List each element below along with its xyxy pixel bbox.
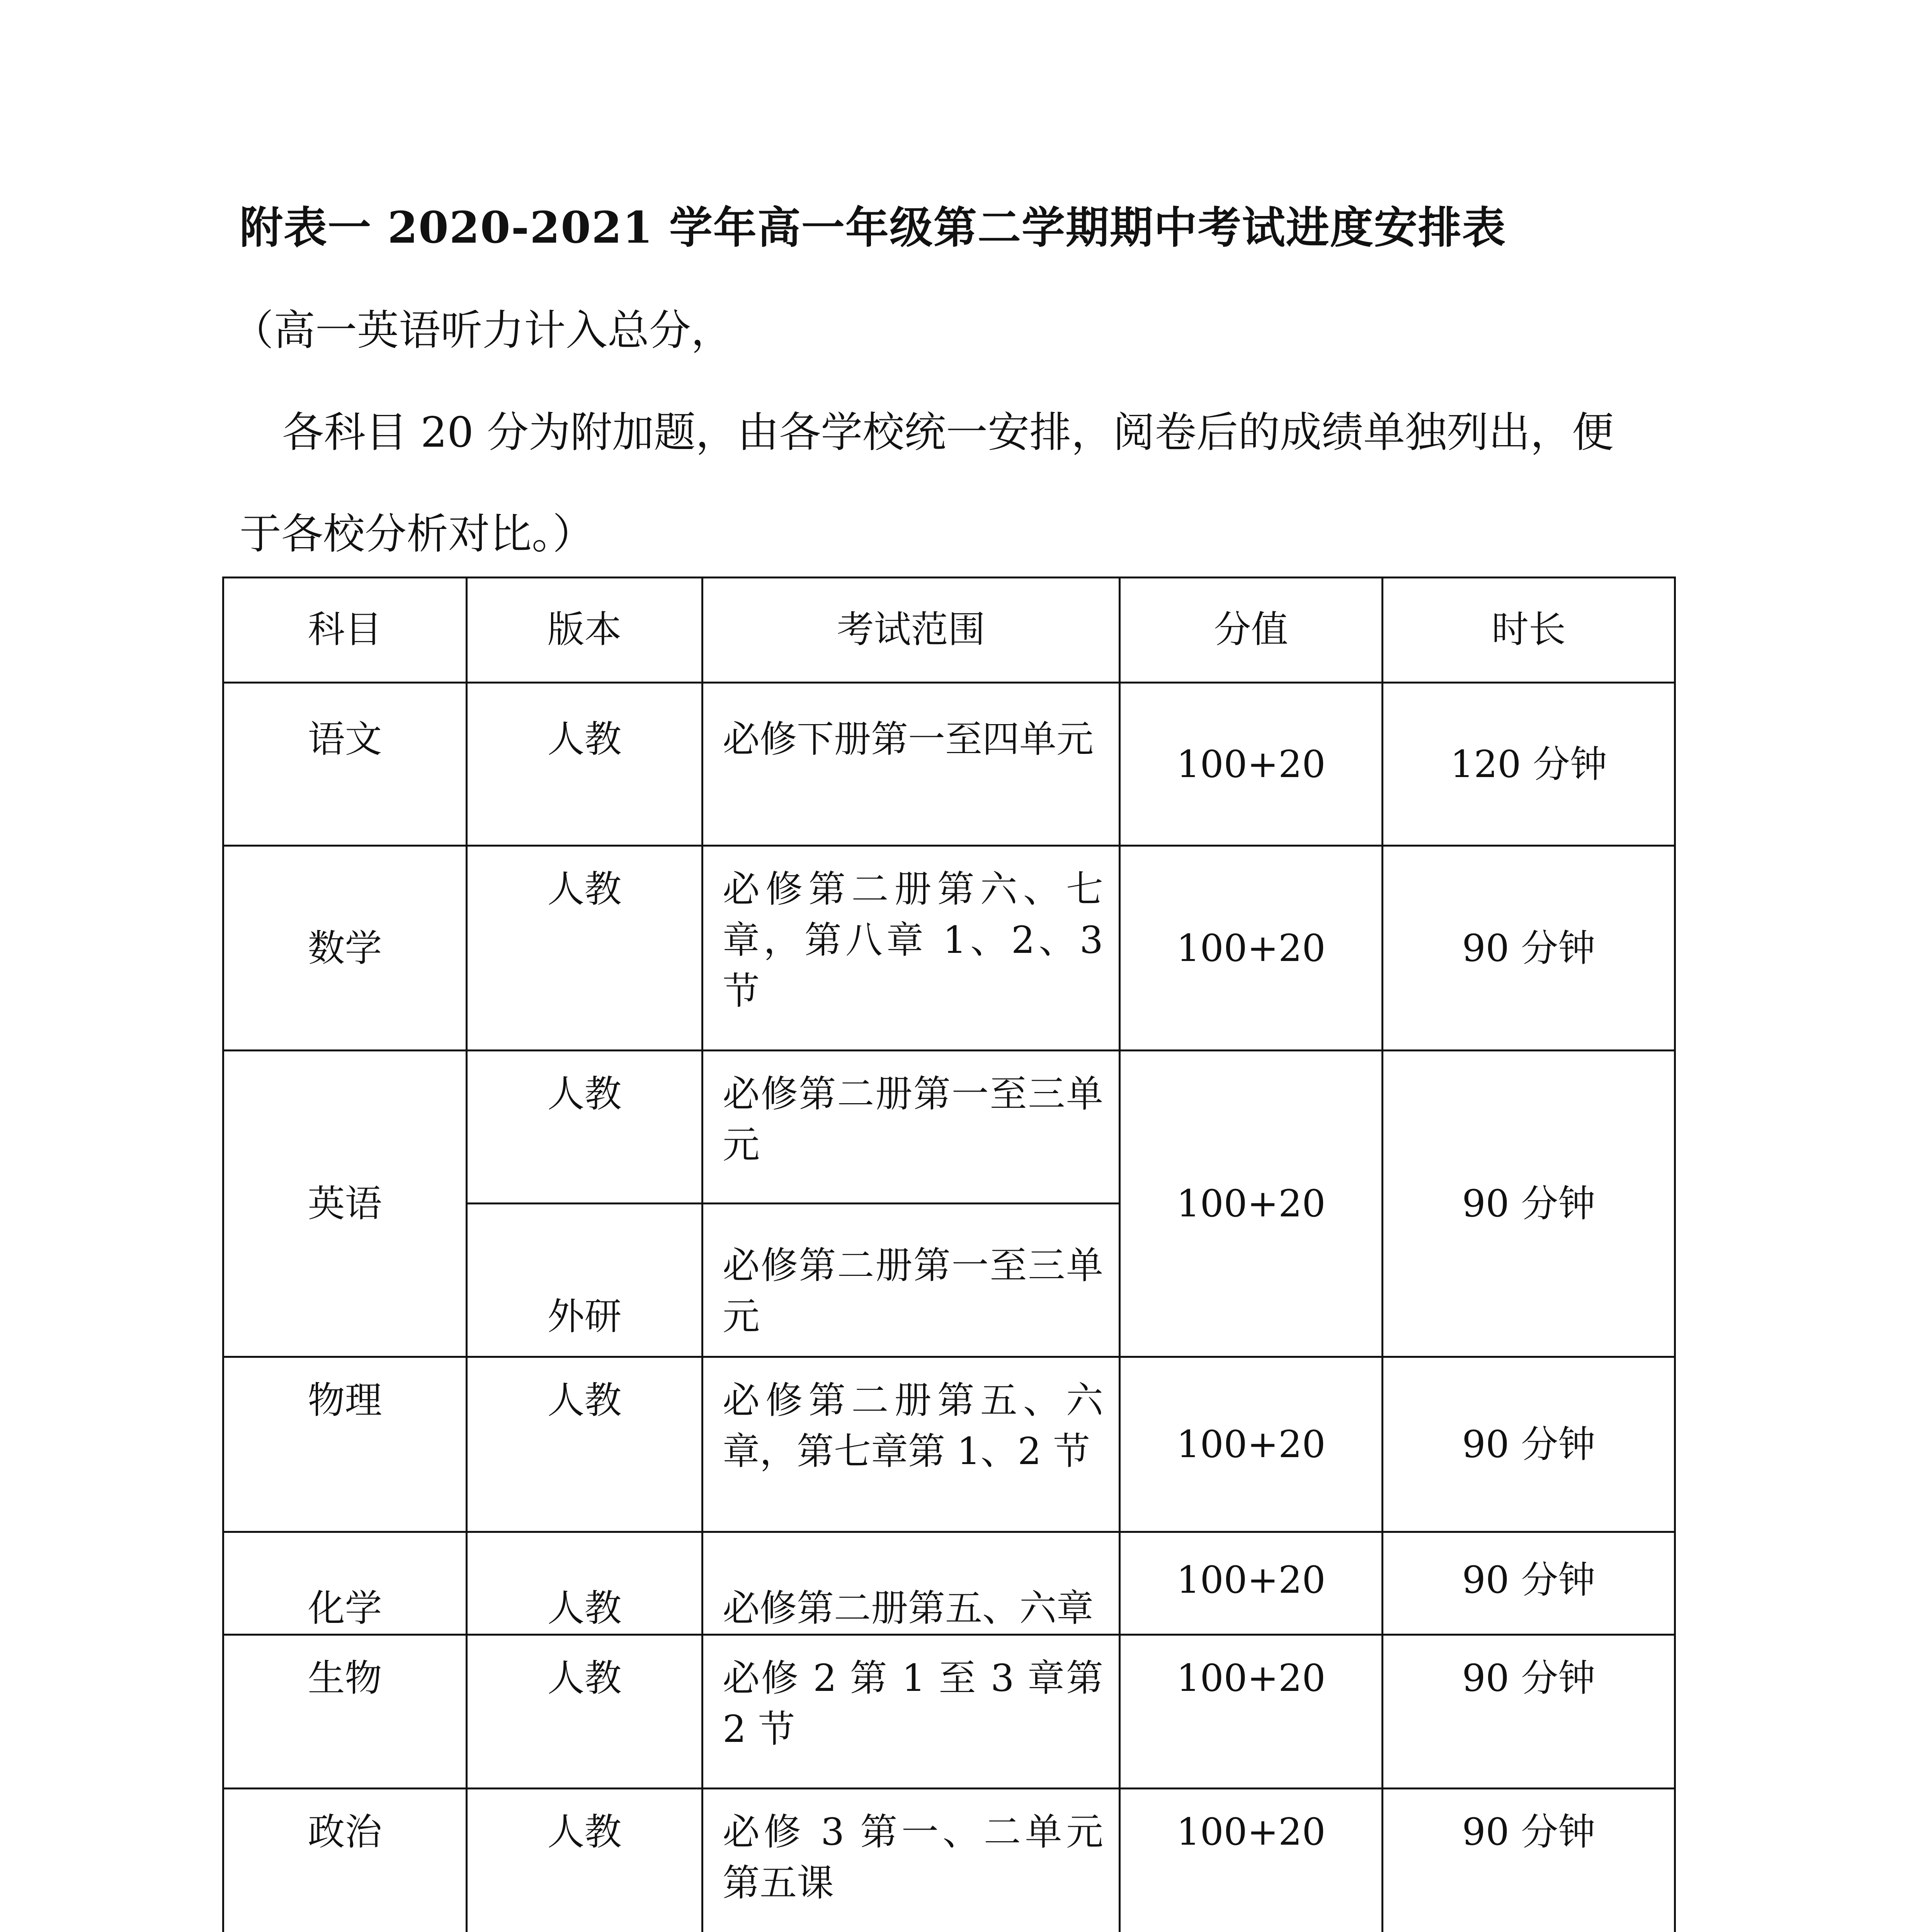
cell-subject: 化学	[223, 1532, 467, 1635]
table-header-row	[223, 578, 1675, 683]
cell-range	[703, 1789, 1120, 1932]
cell-duration: 90 分钟	[1383, 1532, 1675, 1635]
cell-range-text: 必修下册第一至四单元	[723, 718, 1094, 761]
cell-duration: 90 分钟	[1383, 1789, 1675, 1932]
header-version: 版本	[467, 578, 703, 683]
note-line-1: （高一英语听力计入总分，	[232, 306, 733, 355]
cell-score: 100+20	[1120, 683, 1383, 846]
cell-range	[703, 683, 1120, 846]
cell-version: 人教	[467, 1532, 703, 1635]
cell-duration: 90 分钟	[1383, 1051, 1675, 1357]
cell-range-text: 必修第二册第六、七章，第八章 1、2、3 节	[723, 867, 1103, 1013]
cell-duration: 120 分钟	[1383, 683, 1675, 846]
cell-subject: 政治	[223, 1789, 467, 1932]
exam-schedule-table	[222, 577, 1676, 1932]
page-title: 附表一 2020-2021 学年高一年级第二学期期中考试进度安排表	[240, 202, 1506, 253]
header-range: 考试范围	[703, 578, 1120, 683]
table-row	[223, 1532, 1675, 1635]
note-line-2: 各科目 20 分为附加题，由各学校统一安排，阅卷后的成绩单独列出，便	[282, 408, 1614, 457]
table-row	[223, 1051, 1675, 1204]
cell-duration: 90 分钟	[1383, 1357, 1675, 1532]
table-row	[223, 1357, 1675, 1532]
table-row	[223, 1789, 1675, 1932]
cell-version: 人教	[467, 846, 703, 1051]
cell-score: 100+20	[1120, 1789, 1383, 1932]
cell-version: 人教	[467, 1635, 703, 1789]
cell-score: 100+20	[1120, 1532, 1383, 1635]
cell-range-text: 必修 2 第 1 至 3 章第 2 节	[723, 1656, 1103, 1751]
cell-version: 人教	[467, 1357, 703, 1532]
cell-subject: 数学	[223, 846, 467, 1051]
cell-range-text: 必修第二册第一至三单元	[723, 1072, 1103, 1167]
cell-version: 人教	[467, 683, 703, 846]
cell-score: 100+20	[1120, 846, 1383, 1051]
cell-subject: 英语	[223, 1051, 467, 1357]
note-line-3: 于各校分析对比。）	[240, 510, 595, 558]
cell-range-text: 必修第二册第一至三单元	[723, 1244, 1103, 1338]
cell-duration: 90 分钟	[1383, 1635, 1675, 1789]
table-row	[223, 1635, 1675, 1789]
cell-score: 100+20	[1120, 1051, 1383, 1357]
cell-range	[703, 1532, 1120, 1635]
header-score: 分值	[1120, 578, 1383, 683]
table-row	[223, 683, 1675, 846]
header-subject: 科目	[223, 578, 467, 683]
cell-range	[703, 1051, 1120, 1204]
cell-range	[703, 1204, 1120, 1357]
cell-version: 人教	[467, 1789, 703, 1932]
cell-subject: 语文	[223, 683, 467, 846]
cell-range	[703, 846, 1120, 1051]
cell-range	[703, 1357, 1120, 1532]
cell-version: 人教	[467, 1051, 703, 1204]
cell-range-text: 必修 3 第一、二单元第五课	[723, 1810, 1103, 1905]
cell-subject: 物理	[223, 1357, 467, 1532]
cell-range	[703, 1635, 1120, 1789]
cell-score: 100+20	[1120, 1357, 1383, 1532]
cell-range-text: 必修第二册第五、六章	[723, 1587, 1094, 1630]
header-duration: 时长	[1383, 578, 1675, 683]
cell-score: 100+20	[1120, 1635, 1383, 1789]
cell-subject: 生物	[223, 1635, 467, 1789]
table-row	[223, 846, 1675, 1051]
cell-range-text: 必修第二册第五、六章，第七章第 1、2 节	[723, 1379, 1103, 1473]
cell-duration: 90 分钟	[1383, 846, 1675, 1051]
cell-version: 外研	[467, 1204, 703, 1357]
